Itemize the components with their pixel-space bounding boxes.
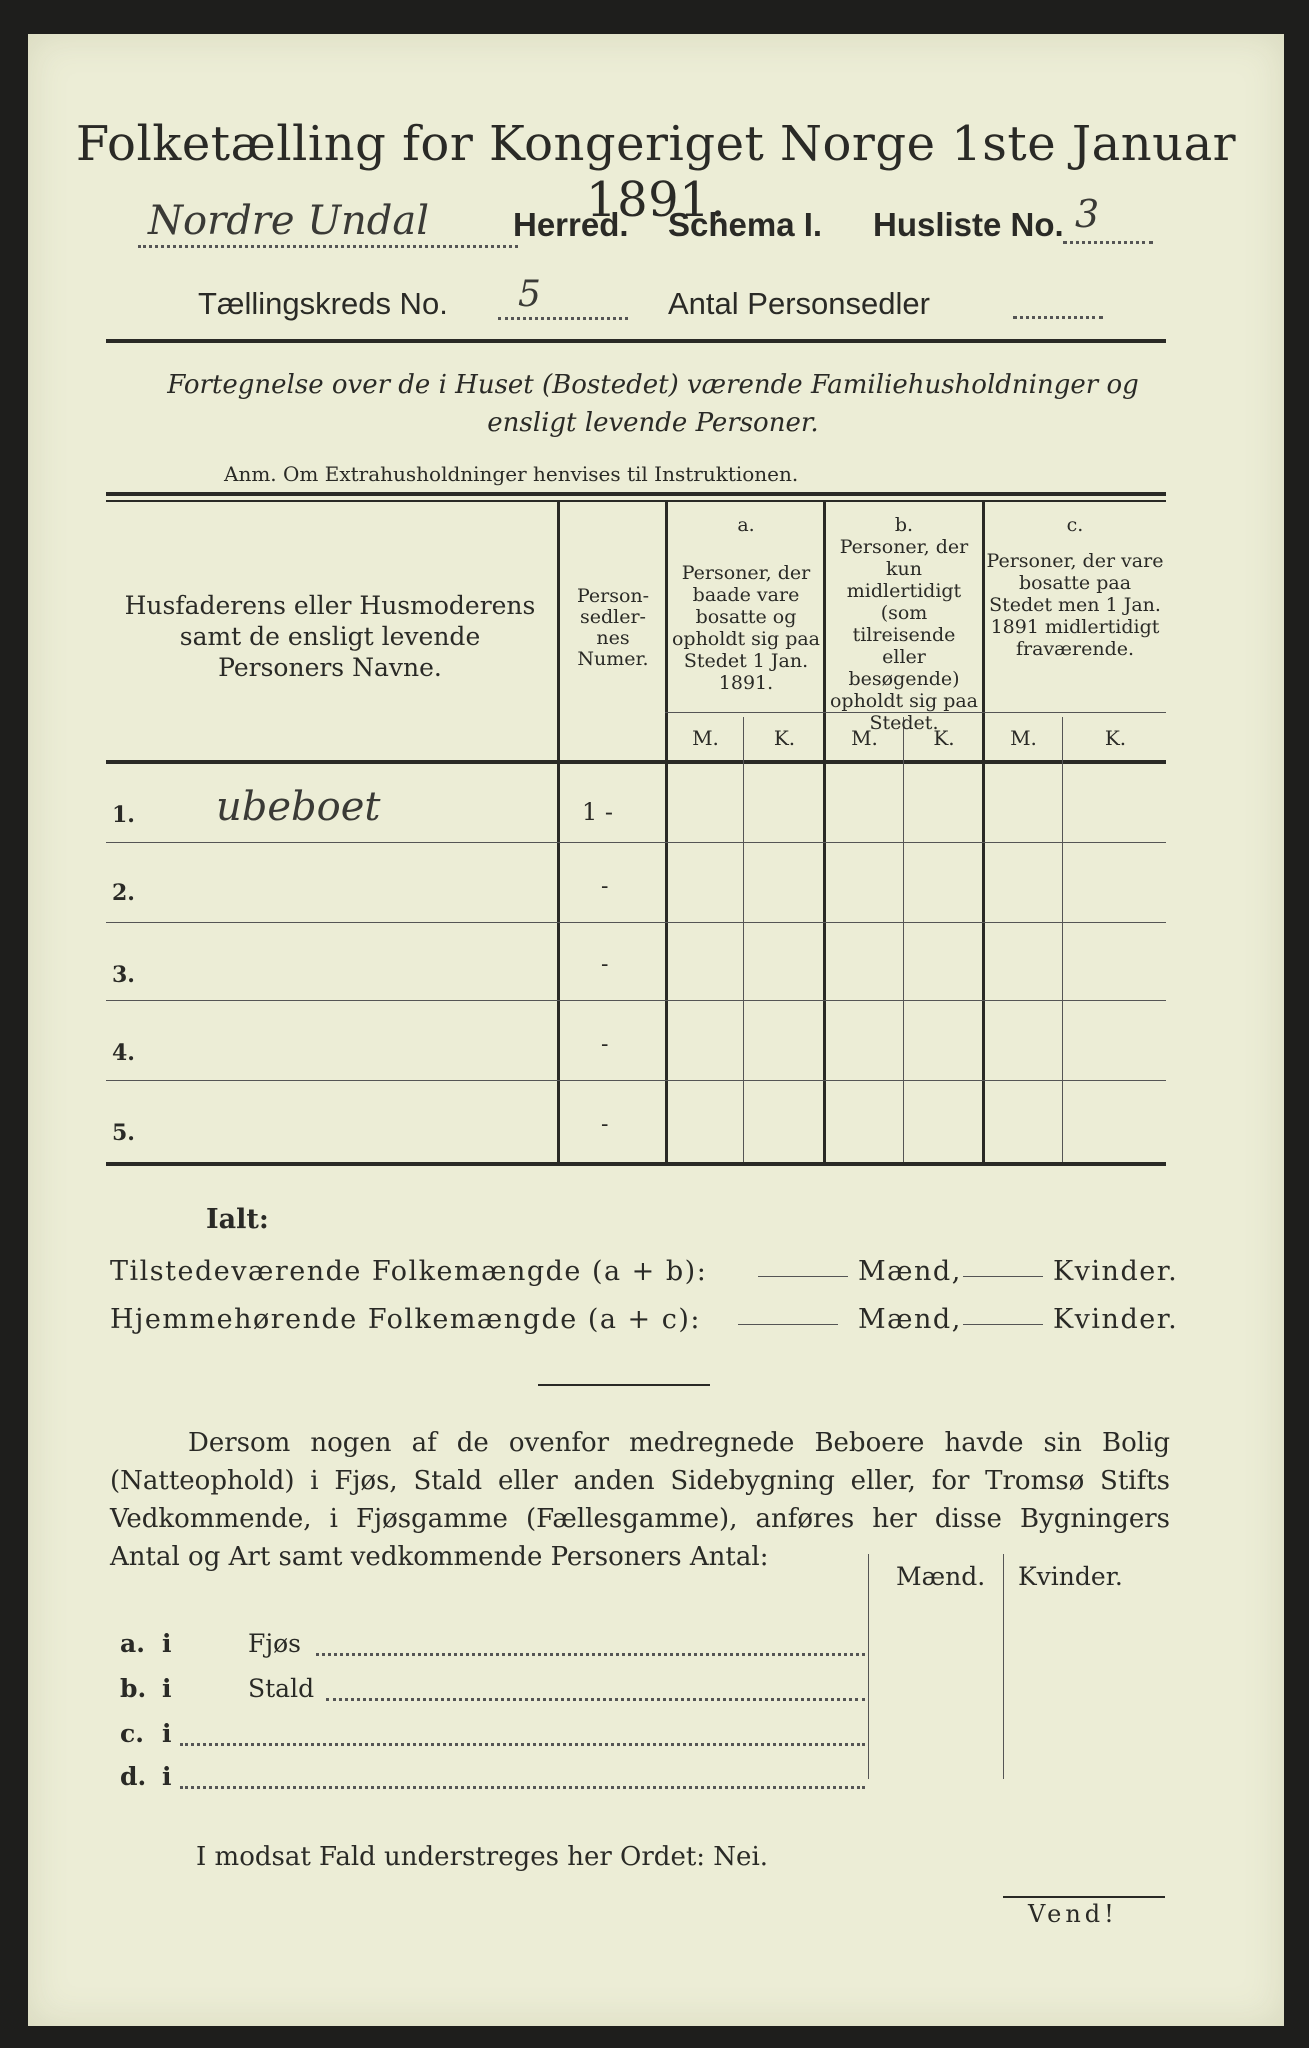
herred-dotted-line [138,245,518,248]
antal-dotted-line[interactable] [1013,316,1103,319]
kreds-dotted-line [498,317,628,320]
tilstede-label: Tilstedeværende Folkemængde (a + b): [110,1256,708,1287]
vend-label: Vend! [1028,1900,1118,1928]
building-row-c[interactable] [120,1719,865,1755]
col-a-k: K. [773,726,796,750]
col-c-m: M. [1010,726,1037,750]
col-c-letter: c. [1066,514,1084,536]
buildings-paragraph: Dersom nogen af de ovenfor medregnede Beboere havde sin Bolig (Natteophold) i Fjøs, Stald eller anden Sidebygning eller, for Tromsø Stifts Vedkommende, i Fjøsgamme (Fællesgamme), anføres her disse Bygningers Antal og Art samt vedkommende Personers Antal: [110,1428,1170,1572]
form-title: Folketælling for Kongeriget Norge 1ste Januar 1891. [75,116,1237,228]
intro-text: Fortegnelse over de i Huset (Bostedet) værende Familiehusholdninger og ensligt levende Personer. [167,370,1139,438]
hjemme-maend-blank[interactable] [738,1324,838,1325]
tilstede-maend-label: Mænd, [858,1256,962,1287]
tilstede-kvinder-label: Kvinder. [1053,1256,1179,1287]
table-row[interactable] [106,764,1166,844]
husliste-field[interactable] [1063,192,1153,248]
row-number: 1. [112,802,135,828]
building-i: i [162,1719,172,1748]
vend-rule [1003,1896,1165,1898]
anm-note: Anm. Om Extrahusholdninger henvises til Instruktionen. [224,462,799,486]
row-sheet-number: - [601,874,609,899]
antal-label: Antal Personsedler [668,286,930,321]
row-sheet-number: 1 - [582,798,614,826]
col-b-k: K. [933,726,955,750]
ialt-label: Ialt: [206,1204,269,1235]
header-rule [106,339,1166,343]
col-c-k: K. [1104,726,1127,750]
tilstede-maend-blank[interactable] [758,1276,848,1277]
tilstede-kvinder-blank[interactable] [963,1276,1043,1277]
household-table [106,492,1166,1166]
table-row[interactable] [106,1000,1166,1080]
building-i: i [162,1762,172,1791]
col-b-letter: b. [894,514,914,536]
building-row-stald[interactable] [120,1674,865,1710]
kreds-value: 5 [518,274,541,315]
hjemme-kvinder-blank[interactable] [963,1324,1043,1325]
building-label: Fjøs [248,1629,301,1658]
building-dotted-line [316,1653,865,1656]
husliste-label: Husliste No. [873,206,1064,243]
herred-value: Nordre Undal [148,198,430,244]
table-row[interactable] [106,922,1166,1000]
building-letter: d. [120,1762,147,1791]
table-top-rule [106,492,1166,496]
col-header-a: Personer, der baade vare bosatte og opholdt sig paa Stedet 1 Jan. 1891. [671,562,821,694]
col-a-letter: a. [737,514,755,536]
table-bottom-rule [106,1162,1166,1166]
husliste-value: 3 [1075,192,1100,236]
herred-label: Herred. [513,206,629,243]
building-row-d[interactable] [120,1762,865,1798]
buildings-col-kvinder: Kvinder. [1018,1562,1123,1591]
col-header-c: Personer, der vare bosatte paa Stedet men 1 Jan. 1891 midlertidigt fraværende. [986,550,1164,660]
building-row-fjos[interactable] [120,1629,865,1665]
hjemme-label: Hjemmehørende Folkemængde (a + c): [110,1304,701,1335]
row-sheet-number: - [601,952,609,977]
row-number: 2. [112,880,135,906]
hjemme-maend-label: Mænd, [858,1304,962,1335]
husliste-dotted-line [1063,241,1153,244]
building-i: i [162,1674,172,1703]
kreds-label: Tællingskreds No. [198,286,448,321]
table-row[interactable] [106,844,1166,922]
building-i: i [162,1629,172,1658]
buildings-col-maend: Mænd. [896,1562,986,1591]
row-number: 5. [112,1120,135,1146]
table-row[interactable] [106,1080,1166,1162]
col-b-m: M. [851,726,878,750]
buildings-col-divider-1 [868,1554,869,1779]
col-header-num: Person-sedler-nes Numer. [576,585,650,670]
herred-field[interactable] [138,198,518,248]
kreds-field[interactable] [498,274,628,322]
section-divider [538,1384,710,1386]
building-dotted-line [180,1743,865,1746]
building-dotted-line [326,1698,865,1701]
col-a-m: M. [692,726,719,750]
buildings-col-divider-2 [1003,1554,1004,1779]
col-header-b: Personer, der kun midlertidigt (som tilreisende eller besøgende) opholdt sig paa Stedet. [829,536,979,734]
col-header-name: Husfaderens eller Husmoderens samt de ensligt levende Personers Navne. [124,591,536,682]
row-sheet-number: - [601,1112,609,1137]
building-letter: a. [120,1629,145,1658]
row-number: 3. [112,962,135,988]
table-top-rule-2 [106,500,1166,502]
schema-label: Schema I. [668,206,823,243]
row-name: ubeboet [216,784,381,830]
building-letter: c. [120,1719,144,1748]
building-label: Stald [248,1674,315,1703]
hjemme-kvinder-label: Kvinder. [1053,1304,1179,1335]
building-dotted-line [180,1786,865,1789]
row-rule [106,842,1166,843]
building-letter: b. [120,1674,147,1703]
row-sheet-number: - [601,1032,609,1057]
census-form-page [28,34,1284,2026]
row-number: 4. [112,1040,135,1066]
nei-footer: I modsat Fald understreges her Ordet: Nei. [196,1842,769,1872]
